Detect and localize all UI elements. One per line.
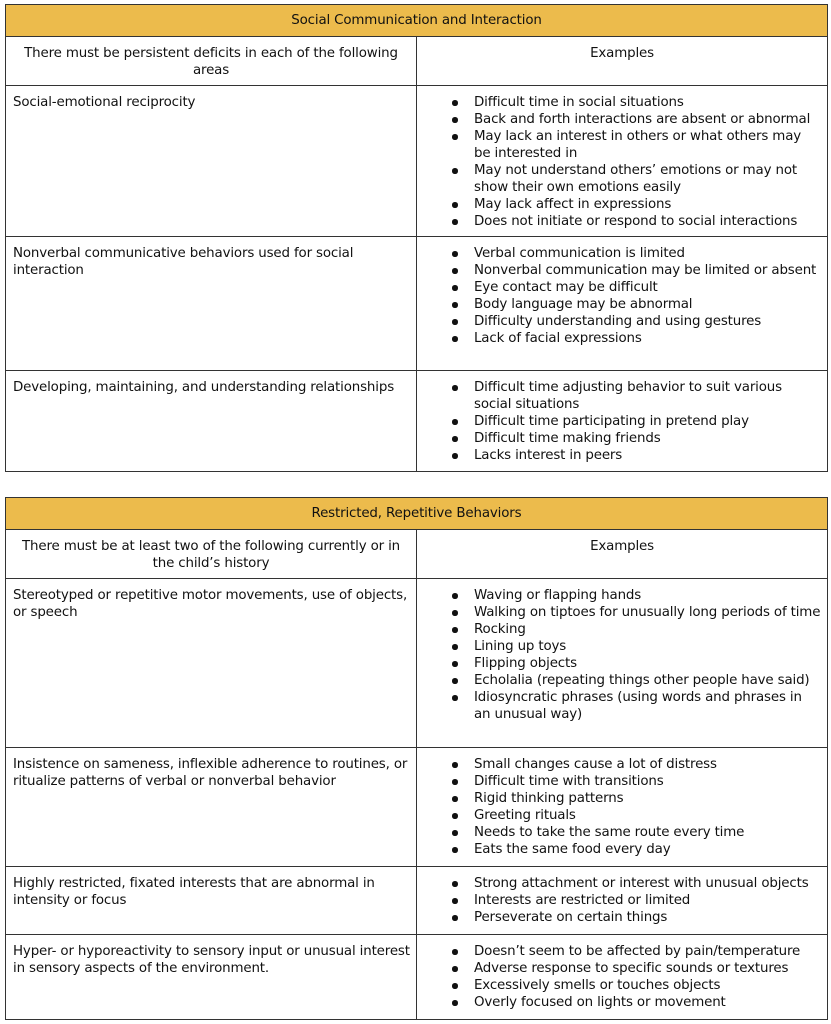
column-header-examples: Examples — [417, 530, 828, 579]
list-item — [417, 128, 821, 162]
examples-list — [417, 748, 827, 864]
bullet-dot — [452, 168, 458, 174]
bullet-dot — [452, 593, 458, 599]
bullet-dot — [452, 915, 458, 921]
area-cell: Stereotyped or repetitive motor movements, use of objects, or speech — [6, 579, 417, 748]
list-item — [417, 655, 821, 672]
list-item — [417, 824, 821, 841]
area-cell: Highly restricted, fixated interests that are abnormal in intensity or focus — [6, 867, 417, 935]
table-row — [6, 935, 828, 1020]
examples-cell — [417, 935, 828, 1020]
example-text: Lacks interest in peers — [474, 448, 623, 463]
area-cell: Nonverbal communicative behaviors used for social interaction — [6, 237, 417, 371]
example-text: Verbal communication is limited — [474, 246, 685, 261]
example-text: May not understand others’ emotions or may not show their own emotions easily — [474, 163, 797, 195]
bullet-dot — [452, 336, 458, 342]
bullet-dot — [452, 436, 458, 442]
example-text: Flipping objects — [474, 656, 577, 671]
area-cell: Hyper- or hyporeactivity to sensory input or unusual interest in sensory aspects of the environment. — [6, 935, 417, 1020]
examples-cell — [417, 579, 828, 748]
table-row — [6, 237, 828, 371]
area-cell: Developing, maintaining, and understanding relationships — [6, 371, 417, 472]
bullet-dot — [452, 285, 458, 291]
list-item — [417, 213, 821, 230]
example-text: Does not initiate or respond to social interactions — [474, 214, 798, 229]
example-text: Difficulty understanding and using gestures — [474, 314, 762, 329]
bullet-dot — [452, 134, 458, 140]
example-text: Greeting rituals — [474, 808, 576, 823]
table-title: Restricted, Repetitive Behaviors — [6, 498, 828, 530]
social-communication-table — [5, 4, 828, 472]
bullet-dot — [452, 678, 458, 684]
bullet-dot — [452, 898, 458, 904]
list-item — [417, 841, 821, 858]
example-text: Difficult time making friends — [474, 431, 661, 446]
list-item — [417, 689, 821, 723]
table-row — [6, 748, 828, 867]
examples-cell — [417, 867, 828, 935]
bullet-dot — [452, 881, 458, 887]
list-item — [417, 621, 821, 638]
list-item — [417, 111, 821, 128]
bullet-dot — [452, 796, 458, 802]
table-title-row — [6, 498, 828, 530]
table-row — [6, 579, 828, 748]
list-item — [417, 262, 821, 279]
example-text: Rocking — [474, 622, 526, 637]
example-text: Strong attachment or interest with unusual objects — [474, 876, 809, 891]
list-item — [417, 413, 821, 430]
examples-list — [417, 371, 827, 470]
list-item — [417, 943, 821, 960]
bullet-dot — [452, 813, 458, 819]
list-item — [417, 94, 821, 111]
column-header-areas: There must be at least two of the following currently or in the child’s history — [6, 530, 417, 579]
example-text: Excessively smells or touches objects — [474, 978, 721, 993]
bullet-dot — [452, 779, 458, 785]
example-text: Difficult time with transitions — [474, 774, 664, 789]
list-item — [417, 909, 821, 926]
example-text: Waving or flapping hands — [474, 588, 642, 603]
example-text: Interests are restricted or limited — [474, 893, 691, 908]
list-item — [417, 960, 821, 977]
list-item — [417, 330, 821, 347]
list-item — [417, 807, 821, 824]
examples-list — [417, 867, 827, 932]
bullet-dot — [452, 695, 458, 701]
example-text: Body language may be abnormal — [474, 297, 693, 312]
area-cell: Insistence on sameness, inflexible adherence to routines, or ritualize patterns of verbal or nonverbal behavior — [6, 748, 417, 867]
examples-list — [417, 935, 827, 1017]
bullet-dot — [452, 830, 458, 836]
example-text: Back and forth interactions are absent or abnormal — [474, 112, 811, 127]
list-item — [417, 313, 821, 330]
example-text: Difficult time participating in pretend play — [474, 414, 749, 429]
example-text: Lack of facial expressions — [474, 331, 642, 346]
example-text: Overly focused on lights or movement — [474, 995, 726, 1010]
bullet-dot — [452, 1000, 458, 1006]
area-cell: Social-emotional reciprocity — [6, 86, 417, 237]
bullet-dot — [452, 453, 458, 459]
example-text: Needs to take the same route every time — [474, 825, 745, 840]
column-header-row — [6, 37, 828, 86]
list-item — [417, 638, 821, 655]
example-text: Rigid thinking patterns — [474, 791, 624, 806]
list-item — [417, 994, 821, 1011]
examples-cell — [417, 748, 828, 867]
table-title: Social Communication and Interaction — [6, 5, 828, 37]
table-row — [6, 86, 828, 237]
example-text: Perseverate on certain things — [474, 910, 668, 925]
table-row — [6, 867, 828, 935]
repetitive-behaviors-table — [5, 497, 828, 1020]
table-row — [6, 371, 828, 472]
example-text: Adverse response to specific sounds or textures — [474, 961, 789, 976]
example-text: May lack affect in expressions — [474, 197, 672, 212]
bullet-dot — [452, 966, 458, 972]
list-item — [417, 447, 821, 464]
bullet-dot — [452, 644, 458, 650]
bullet-dot — [452, 661, 458, 667]
bullet-dot — [452, 117, 458, 123]
list-item — [417, 756, 821, 773]
examples-cell — [417, 237, 828, 371]
list-item — [417, 162, 821, 196]
list-item — [417, 430, 821, 447]
list-item — [417, 379, 821, 413]
bullet-dot — [452, 983, 458, 989]
bullet-dot — [452, 627, 458, 633]
list-item — [417, 604, 821, 621]
list-item — [417, 977, 821, 994]
column-header-areas: There must be persistent deficits in each of the following areas — [6, 37, 417, 86]
bullet-dot — [452, 610, 458, 616]
bullet-dot — [452, 419, 458, 425]
column-header-row — [6, 530, 828, 579]
list-item — [417, 672, 821, 689]
list-item — [417, 196, 821, 213]
examples-list — [417, 579, 827, 729]
bullet-dot — [452, 302, 458, 308]
list-item — [417, 875, 821, 892]
example-text: Eye contact may be difficult — [474, 280, 658, 295]
list-item — [417, 773, 821, 790]
bullet-dot — [452, 385, 458, 391]
example-text: Nonverbal communication may be limited or absent — [474, 263, 817, 278]
list-item — [417, 790, 821, 807]
list-item — [417, 245, 821, 262]
bullet-dot — [452, 847, 458, 853]
list-item — [417, 296, 821, 313]
bullet-dot — [452, 268, 458, 274]
example-text: Walking on tiptoes for unusually long periods of time — [474, 605, 821, 620]
bullet-dot — [452, 319, 458, 325]
examples-cell — [417, 86, 828, 237]
examples-list — [417, 86, 827, 236]
example-text: Difficult time adjusting behavior to suit various social situations — [474, 380, 782, 412]
bullet-dot — [452, 762, 458, 768]
list-item — [417, 279, 821, 296]
column-header-examples: Examples — [417, 37, 828, 86]
example-text: Echolalia (repeating things other people have said) — [474, 673, 810, 688]
example-text: Idiosyncratic phrases (using words and phrases in an unusual way) — [474, 690, 802, 722]
table-title-row — [6, 5, 828, 37]
list-item — [417, 892, 821, 909]
example-text: Doesn’t seem to be affected by pain/temperature — [474, 944, 801, 959]
examples-cell — [417, 371, 828, 472]
bullet-dot — [452, 219, 458, 225]
bullet-dot — [452, 100, 458, 106]
example-text: Eats the same food every day — [474, 842, 671, 857]
example-text: Lining up toys — [474, 639, 567, 654]
bullet-dot — [452, 949, 458, 955]
bullet-dot — [452, 251, 458, 257]
bullet-dot — [452, 202, 458, 208]
example-text: Small changes cause a lot of distress — [474, 757, 717, 772]
example-text: May lack an interest in others or what others may be interested in — [474, 129, 802, 161]
list-item — [417, 587, 821, 604]
example-text: Difficult time in social situations — [474, 95, 684, 110]
examples-list — [417, 237, 827, 353]
